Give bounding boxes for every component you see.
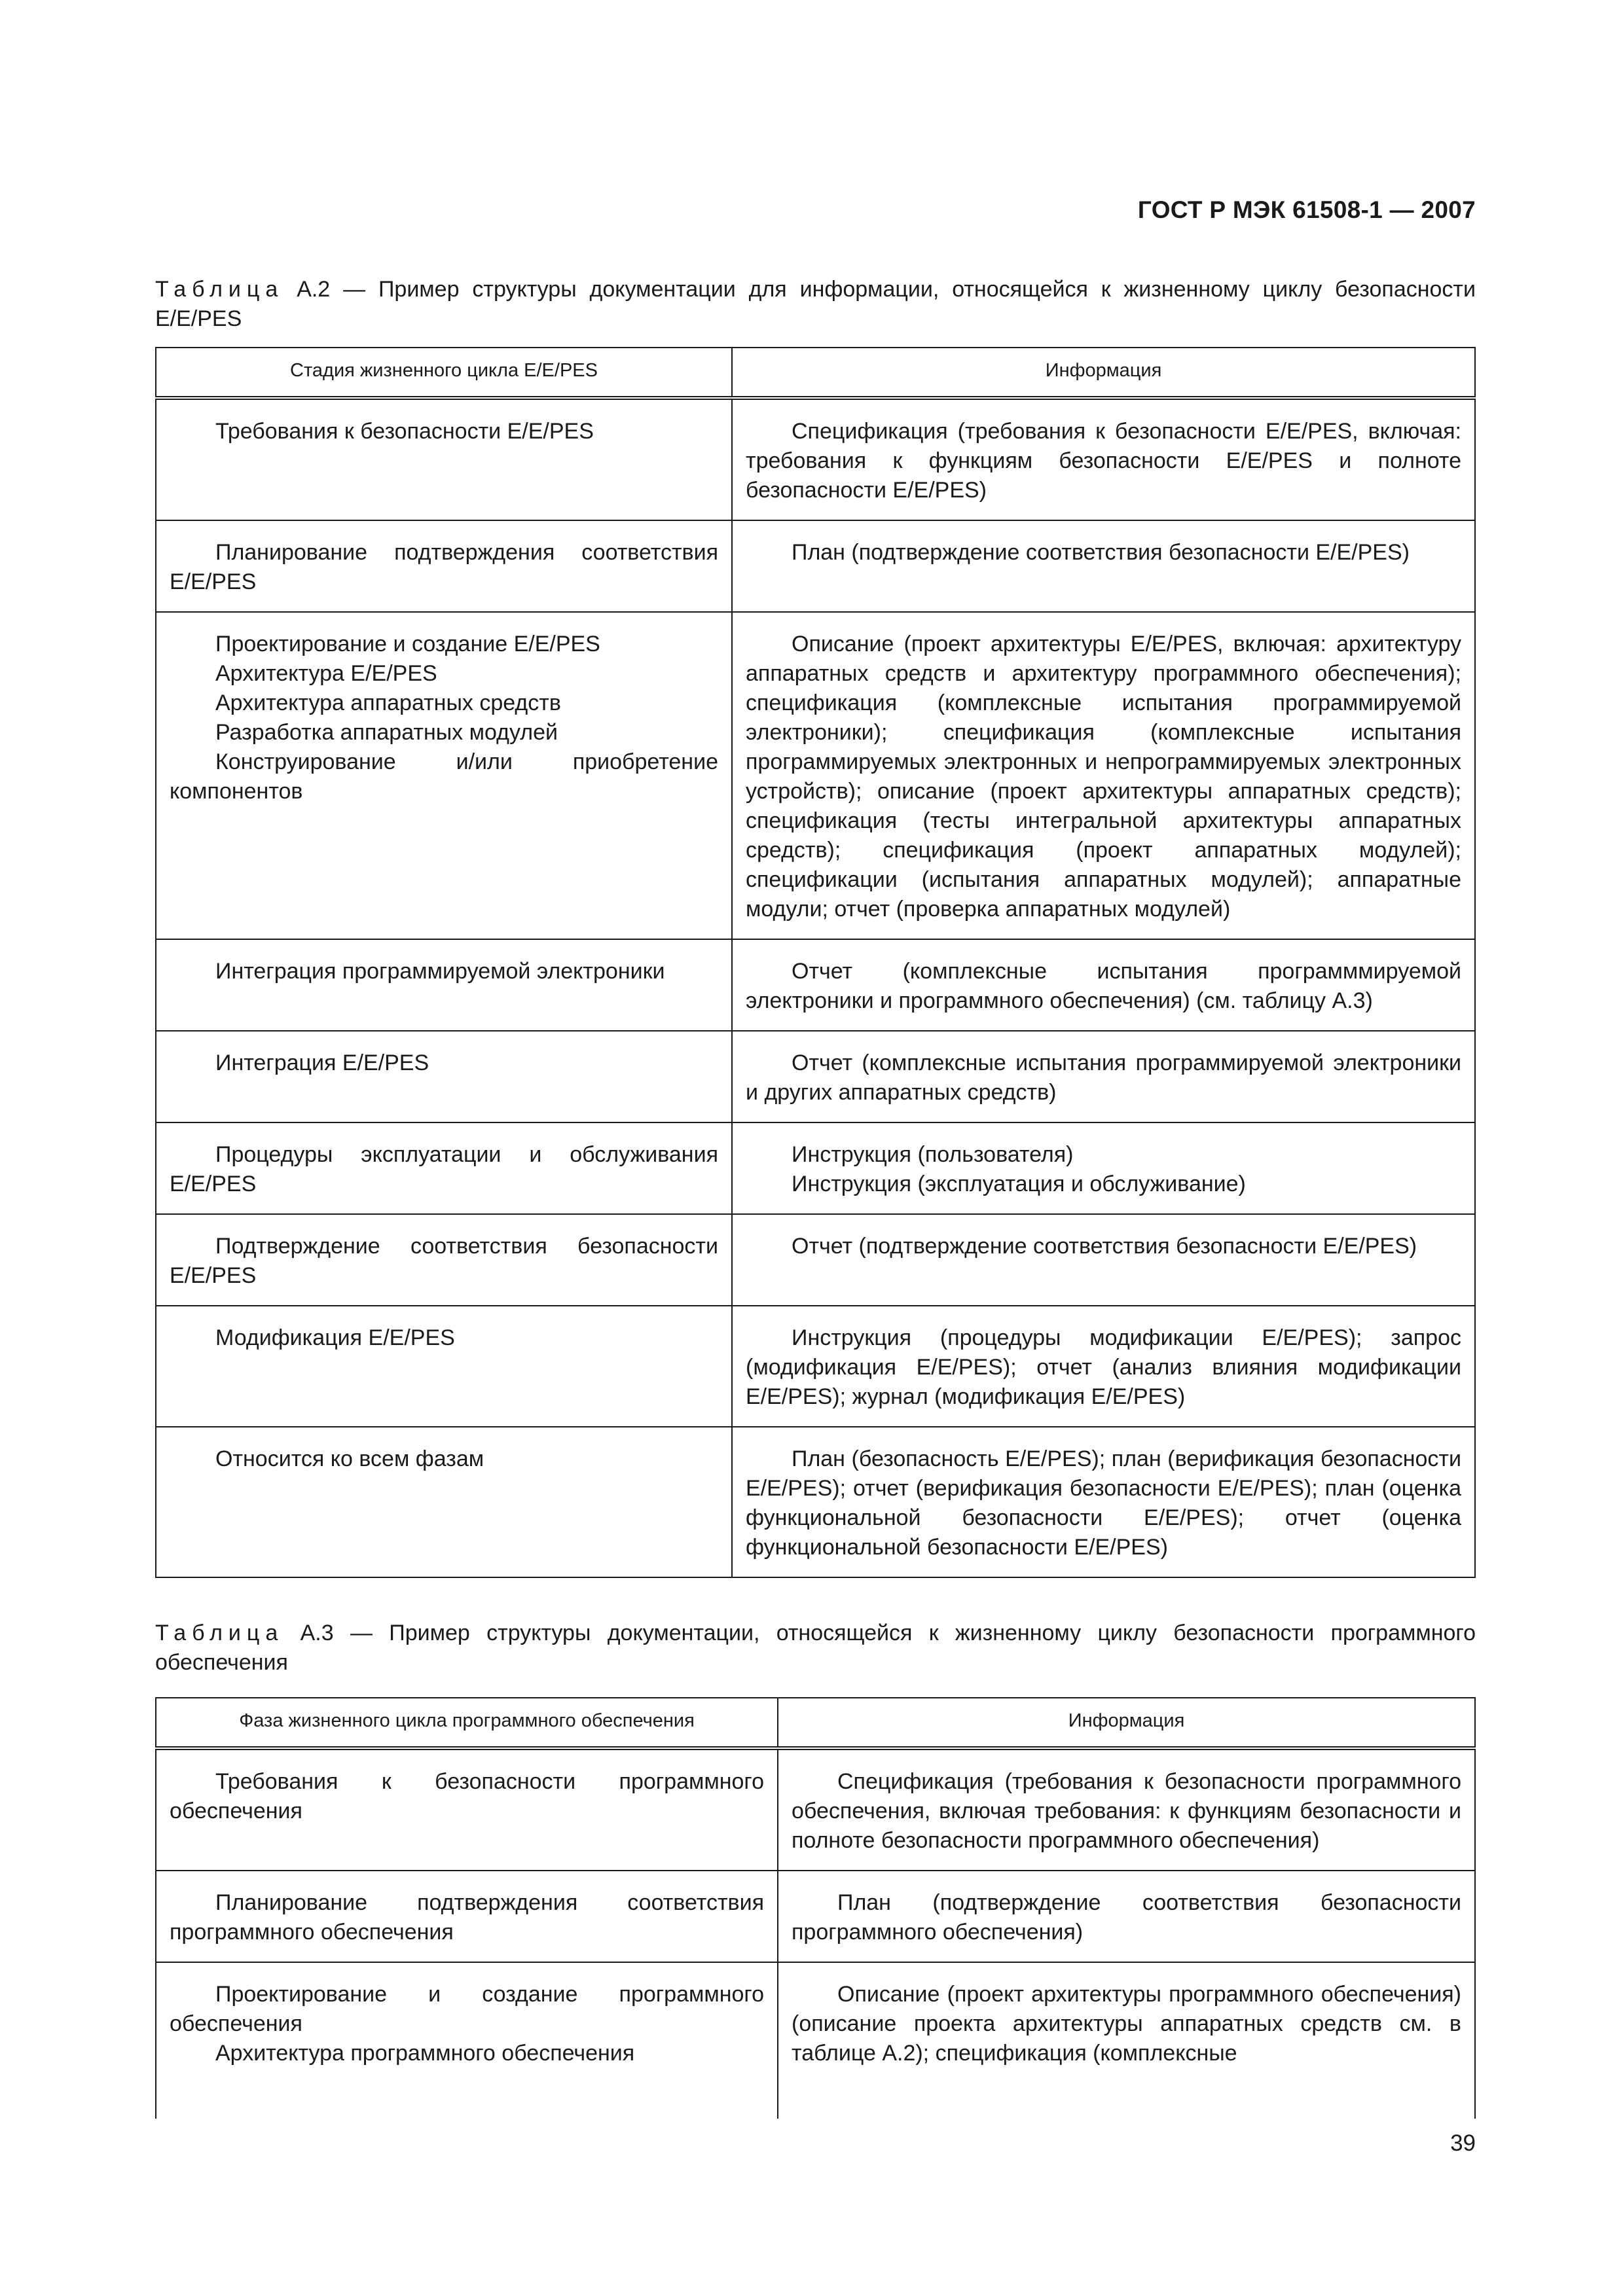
table-label: Таблица — [155, 277, 284, 302]
page-number: 39 — [1450, 2130, 1476, 2156]
info-cell — [732, 520, 1475, 612]
stage-cell — [156, 1122, 732, 1214]
info-text: Отчет (комплексные испытания программмируемой электроники и программного обеспечения) (см. таблицу А.3) — [746, 959, 1461, 1013]
stage-cell — [156, 939, 732, 1031]
info-text: План (безопасность E/E/PES); план (верификация безопасности E/E/PES); отчет (верификация безопасности E/E/PES); план (оценка функциональной безопасности E/E/PES); отчет (оценка функциональной безопасности E/E/PES) — [746, 1446, 1461, 1560]
stage-text: Процедуры эксплуатации и обслуживания E/E/PES — [170, 1142, 718, 1196]
table-a3 — [155, 1697, 1476, 2119]
table-title: — Пример структуры документации для информации, относящейся к жизненному циклу безопасности E/E/PES — [155, 277, 1476, 331]
info-cell — [732, 1122, 1475, 1214]
info-cell — [732, 939, 1475, 1031]
stage-text: Относится ко всем фазам — [215, 1446, 484, 1471]
stage-cell — [156, 612, 732, 939]
stage-cell — [156, 1214, 732, 1306]
table-a2 — [155, 347, 1476, 1578]
table-number: А.2 — [297, 277, 331, 302]
table-row — [156, 1306, 1475, 1427]
table-row — [156, 1031, 1475, 1122]
table-row — [156, 1871, 1475, 1962]
stage-cell — [156, 1871, 778, 1962]
table-row — [156, 1214, 1475, 1306]
stage-text: Интеграция программируемой электроники — [215, 959, 665, 984]
info-cell — [778, 1871, 1475, 1962]
info-text: Спецификация (требования к безопасности E/E/PES, включая: требования к функциям безопасности E/E/PES и полноте безопасности E/E/PES) — [746, 419, 1461, 503]
table-a3-caption — [155, 1619, 1476, 1677]
stage-text: Планирование подтверждения соответствия E/E/PES — [170, 540, 718, 594]
info-cell — [778, 1962, 1475, 2119]
table-row — [156, 398, 1475, 520]
stage-text: Требования к безопасности E/E/PES — [215, 419, 594, 444]
stage-cell — [156, 398, 732, 520]
table-row — [156, 612, 1475, 939]
stage-text: Архитектура E/E/PES — [215, 661, 437, 686]
stage-cell — [156, 1427, 732, 1577]
info-cell — [778, 1748, 1475, 1871]
info-cell — [732, 1031, 1475, 1122]
stage-text: Интеграция E/E/PES — [215, 1050, 429, 1075]
info-text: Отчет (комплексные испытания программируемой электроники и других аппаратных средств) — [746, 1050, 1461, 1105]
info-cell — [732, 1214, 1475, 1306]
stage-cell — [156, 1031, 732, 1122]
stage-text: Модификация E/E/PES — [215, 1325, 455, 1350]
table-number: А.3 — [300, 1621, 334, 1645]
stage-text: Архитектура программного обеспечения — [215, 2041, 635, 2066]
info-text: Инструкция (процедуры модификации E/E/PES); запрос (модификация E/E/PES); отчет (анализ влияния модификации E/E/PES); журнал (модификация E/E/PES) — [746, 1325, 1461, 1409]
stage-cell — [156, 1962, 778, 2119]
column-header-phase: Фаза жизненного цикла программного обеспечения — [156, 1698, 778, 1748]
column-header-stage: Стадия жизненного цикла E/E/PES — [156, 348, 732, 398]
table-row — [156, 939, 1475, 1031]
stage-text: Архитектура аппаратных средств — [215, 691, 561, 715]
stage-cell — [156, 1748, 778, 1871]
table-header-row — [156, 348, 1475, 398]
info-cell — [732, 398, 1475, 520]
info-text: Описание (проект архитектуры E/E/PES, включая: архитектуру аппаратных средств и архитектуру программного обеспечения); спецификация (комплексные испытания программируемой электроники); спецификация (комплексные испытания программируемых электронных и непрограммируемых электронных устройств); описание (проект архитектуры аппаратных средств); спецификация (тесты интегральной архитектуры аппаратных средств); спецификация (проект аппаратных модулей); спецификации (испытания аппаратных модулей); аппаратные модули; отчет (проверка аппаратных модулей) — [746, 632, 1461, 922]
info-cell — [732, 612, 1475, 939]
stage-text: Проектирование и создание программного обеспечения — [170, 1982, 764, 2036]
info-text: Отчет (подтверждение соответствия безопасности E/E/PES) — [792, 1234, 1417, 1259]
info-text: План (подтверждение соответствия безопасности программного обеспечения) — [792, 1890, 1461, 1945]
document-header: ГОСТ Р МЭК 61508-1 — 2007 — [1137, 196, 1476, 223]
stage-cell — [156, 520, 732, 612]
table-title: — Пример структуры документации, относящейся к жизненному циклу безопасности программного обеспечения — [155, 1621, 1476, 1675]
stage-text: Конструирование и/или приобретение компонентов — [170, 749, 718, 804]
info-cell — [732, 1427, 1475, 1577]
table-row — [156, 1427, 1475, 1577]
table-label: Таблица — [155, 1621, 284, 1645]
stage-text: Проектирование и создание E/E/PES — [215, 632, 600, 656]
info-text: Описание (проект архитектуры программного обеспечения) (описание проекта архитектуры аппаратных средств см. в таблице А.2); спецификация (комплексные — [792, 1982, 1461, 2066]
info-cell — [732, 1306, 1475, 1427]
column-header-info: Информация — [732, 348, 1475, 398]
table-row — [156, 1748, 1475, 1871]
info-text: План (подтверждение соответствия безопасности E/E/PES) — [792, 540, 1410, 565]
stage-text: Подтверждение соответствия безопасности E/E/PES — [170, 1234, 718, 1288]
table-row — [156, 1962, 1475, 2119]
info-text: Инструкция (эксплуатация и обслуживание) — [792, 1172, 1246, 1196]
table-a2-caption — [155, 275, 1476, 334]
table-row — [156, 520, 1475, 612]
table-header-row — [156, 1698, 1475, 1748]
table-row — [156, 1122, 1475, 1214]
info-text: Спецификация (требования к безопасности программного обеспечения, включая требования: к функциям безопасности и полноте безопасности программного обеспечения) — [792, 1769, 1461, 1853]
info-text: Инструкция (пользователя) — [792, 1142, 1074, 1167]
stage-text: Планирование подтверждения соответствия программного обеспечения — [170, 1890, 764, 1945]
stage-cell — [156, 1306, 732, 1427]
column-header-info: Информация — [778, 1698, 1475, 1748]
stage-text: Требования к безопасности программного обеспечения — [170, 1769, 764, 1823]
stage-text: Разработка аппаратных модулей — [215, 720, 558, 745]
